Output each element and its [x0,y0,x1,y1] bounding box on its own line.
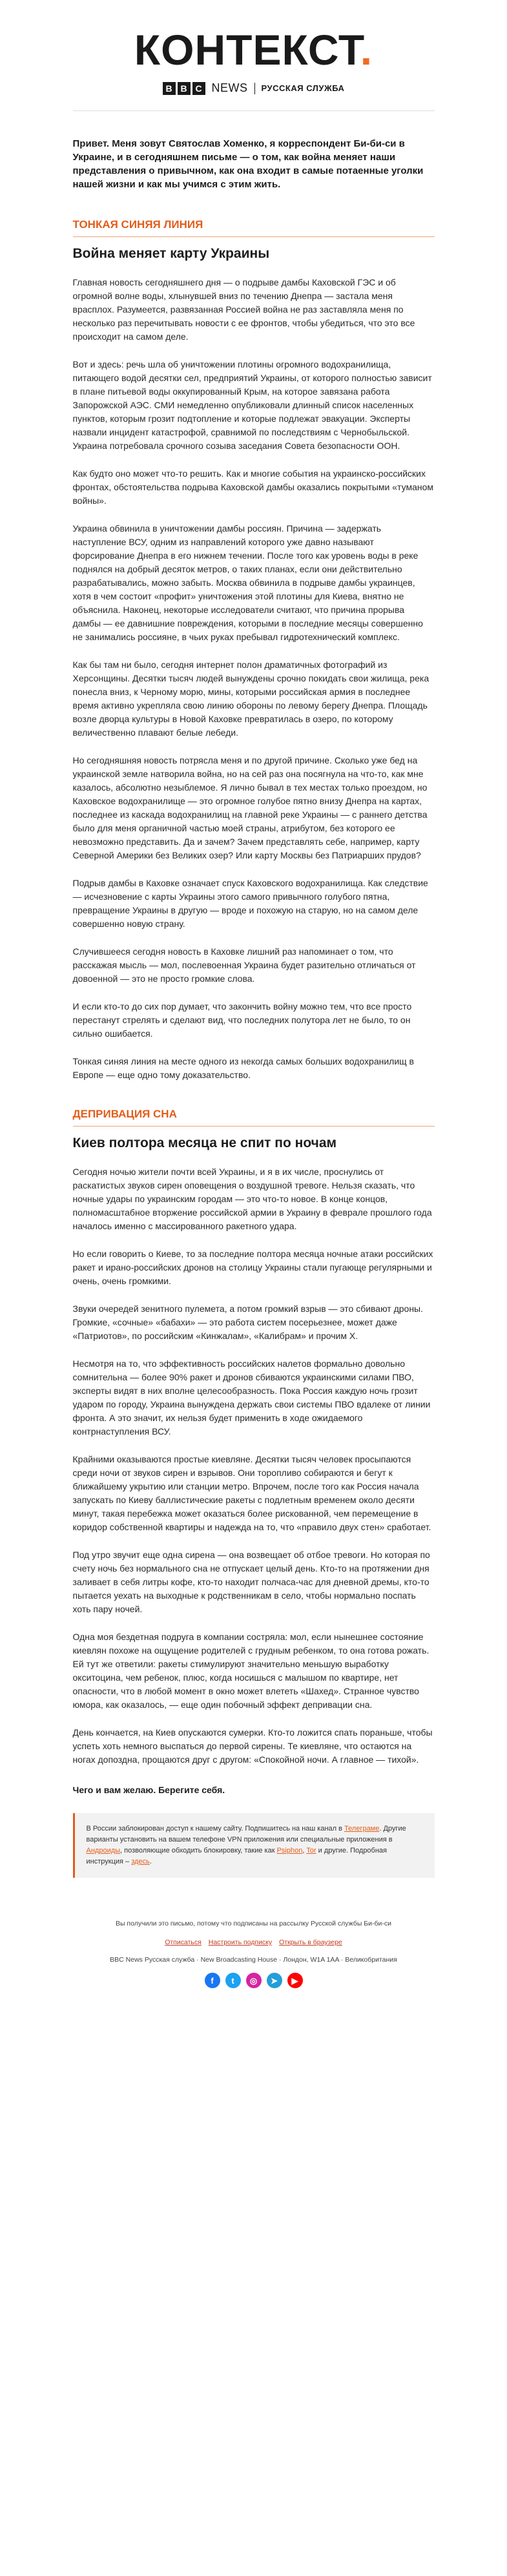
bbc-news-label: NEWS [211,81,248,94]
paragraph: Как будто оно может что-то решить. Как и многие события на украинско-российских фронтах, обстоятельства подрыва Каховской дамбы оказались покрытыми «туманом войны». [72,468,434,506]
paragraph: Но сегодняшняя новость потрясла меня и по другой причине. Сколько уже бед на украинской земле натворила война, но на сей раз она посягнула на что-то, как мне казалось, абсолютно незыблемое. Я лично бывал в тех местах только проездом, но Каховское водохранилище — это огромное голубое пятно внизу Днепра на картах, последнее из каскада водохранилищ на главной реке Украины — с раннего детства было для меня органичной частью моей страны, атрибутом, без которого ее невозможно представить. Да и зачем? Зачем представлять себе, например, карту Северной Америки без Великих озер? Или карту Москвы без Патриарших прудов? [72,755,428,860]
notice-text: и другие. Подробная инструкция – [86,1847,388,1865]
section-headline: Киев полтора месяца не спит по ночам [72,1136,337,1150]
paragraph: Одна моя бездетная подруга в компании состряла: мол, если нынешнее состояние киевлян похоже на ощущение родителей с грудным ребенком, то она готова рожать. Ей тут же ответили: ракеты стимулируют значительно меньшую выработку окситоцина, чем ребенок, плюс, когда носишься с малышом по квартире, нет опасности, что в любой момент в окно может влететь «Шахед». Странное чувство юмора, как оказалось, — еще один побочный эффект депривации сна. [72,1632,429,1710]
bbc-letter: C [192,82,205,95]
footer-links [73,1938,435,1948]
paragraph: Несмотря на то, что эффективность российских налетов формально довольно сомнительна — более 90% ракет и дронов сбиваются украинскими силами ПВО, эксперты видят в них вполне целесообразность. Пока Россия каждую ночь грозит ударом по городу, Украина вынуждена держать свои системы ПВО вдалеке от линии фронта. А это значит, их нельзя будет применить в ходе ожидаемого контрнаступления ВСУ. [72,1358,431,1437]
telegram-icon[interactable]: ➤ [267,1973,282,1988]
youtube-icon[interactable]: ▶ [287,1973,303,1988]
notice-text: . Другие варианты установить на вашем телефоне VPN приложения или специальные приложения в [86,1825,406,1844]
psiphon-link[interactable]: Psiphon [276,1847,303,1854]
paragraph: Под утро звучит еще одна сирена — она возвещает об отбое тревоги. Но которая по счету ночь без нормального сна не отпускает целый день. Кто-то на протяжении дня заливает в себя литры кофе, кто-то находит полчаса-час для дневной дремы, кто-то пытается уехать на выходные к родственникам в село, чтобы нормально поспать хоть пару ночей. [72,1550,430,1614]
blocking-notice [73,1813,435,1878]
section-label: ТОНКАЯ СИНЯЯ ЛИНИЯ [73,218,435,237]
section-headline: Война меняет карту Украины [72,246,270,261]
paragraph: Случившееся сегодня новость в Каховке лишний раз напоминает о том, что расскажая мысль — мол, послевоенная Украина будет разительно отличаться от довоенной — это не просто громкие слова. [72,946,416,984]
manage-subscription-link[interactable]: Настроить подписку [208,1938,273,1946]
telegram-link[interactable]: Телеграме [344,1825,380,1833]
facebook-icon[interactable]: f [205,1973,220,1988]
paragraph: Главная новость сегодняшнего дня — о подрыве дамбы Каховской ГЭС и об огромной волне воды, хлынувшей вниз по течению Днепра — застала меня врасплох. Разумеется, развязанная Россией война не раз заставляла меня по несколько раз перечитывать новости с ее фронтов, чтобы убедиться, что это все происходит на самом деле. [72,277,415,342]
paragraph: Подрыв дамбы в Каховке означает спуск Каховского водохранилища. Как следствие — исчезновение с карты Украины этого самого привычного голубого пятна, превращение Украины в другую — вроде и похожую на старую, но на самом деле совершенно новую страну. [72,878,428,929]
closing-line: Чего и вам желаю. Берегите себя. [72,1785,225,1795]
kontekst-logo[interactable] [134,26,373,74]
instructions-link[interactable]: здесь [131,1858,150,1865]
instagram-icon[interactable]: ◎ [246,1973,262,1988]
paragraph: И если кто-то до сих пор думает, что закончить войну можно тем, что все просто перестанут стрелять и сделают вид, что последних полутора лет не было, то он сильно ошибается. [72,1001,412,1039]
logo-text: КОНТЕКСТ [134,26,360,74]
email-content [73,0,435,1988]
paragraph: Крайними оказываются простые киевляне. Десятки тысяч человек просыпаются среди ночи от звуков сирен и взрывов. Они торопливо собираются и бегут к ближайшему укрытию или станции метро. Впрочем, после того как Россия начала запускать по Киеву баллистические ракеты с подлетным временем около десяти минут, такая перебежка может оказаться более рискованной, чем перемещение в коридор собственной квартиры и надежда на то, что «правило двух стен» сработает. [72,1454,431,1532]
header-divider [73,110,435,111]
bbc-brand-row [73,81,435,95]
twitter-icon[interactable]: t [225,1973,241,1988]
notice-text: , позволяющие обходить блокировку, такие как [120,1847,277,1854]
section-blue-line [73,218,435,1082]
service-name: РУССКАЯ СЛУЖБА [261,83,345,93]
unsubscribe-link[interactable]: Отписаться [165,1938,202,1946]
brand-divider [254,83,255,94]
notice-text: В России заблокирован доступ к нашему сайту. Подпишитесь на наш канал в [86,1825,345,1833]
bbc-letter: B [163,82,176,95]
section-sleep-deprivation [73,1108,435,1767]
paragraph: День кончается, на Киев опускаются сумерки. Кто-то ложится спать пораньше, чтобы успеть хоть немного выспаться до первой сирены. Те киевляне, что остаются на ногах допоздна, прощаются друг с другом: «Спокойной ночи. А главное — тихой». [72,1727,433,1765]
paragraph: Как бы там ни было, сегодня интернет полон драматичных фотографий из Херсонщины. Десятки тысяч людей вынуждены срочно покидать свои жилища, река понесла вниз, к Черному морю, мины, которыми российская армия в последнее время активно укрепляла свою линию обороны по левому берегу Днепра. Площадь возле дворца культуры в Новой Каховке превратилась в озеро, по которому величественно плавают белые лебеди. [72,660,429,738]
intro-text: Привет. Меня зовут Святослав Хоменко, я корреспондент Би-би-си в Украине, и в сегодняшнем письме — о том, как война меняет наши представления о привычном, как она входит в самые потаенные уголки нашей жизни и как мы учимся с этим жить. [72,138,424,190]
paragraph: Тонкая синяя линия на месте одного из некогда самых больших водохранилищ в Европе — еще одно тому доказательство. [72,1056,414,1080]
bbc-letter: B [178,82,191,95]
notice-text: , [302,1847,307,1854]
email-footer [73,1919,435,1988]
paragraph: Вот и здесь: речь шла об уничтожении плотины огромного водохранилища, питающего водой десятки сел, предприятий Украины, от которого полностью зависит в плане питьевой воды оккупированный Крым, на которое завязана работа Запорожской АЭС. СМИ немедленно опубликовали длинный список населенных пунктов, которым грозит подтопление и которые подлежат эвакуации. Эксперты назвали инцидент катастрофой, сравнимой по последствиям с Чернобыльской. Украина потребовала срочного созыва заседания Совета безопасности ООН. [72,359,432,451]
tor-link[interactable]: Tor [306,1847,316,1854]
bbc-logo[interactable] [163,82,205,95]
social-links [73,1973,435,1988]
paragraph: Но если говорить о Киеве, то за последние полтора месяца ночные атаки российских ракет и ирано-российских дронов на столицу Украины стали пугающе регулярными и очень, очень громкими. [72,1249,433,1286]
logo-dot: . [360,26,373,74]
notice-text: . [149,1858,152,1865]
view-in-browser-link[interactable]: Открыть в браузере [279,1938,342,1946]
paragraph: Сегодня ночью жители почти всей Украины, и я в их числе, проснулись от раскатистых звуков сирен оповещения о воздушной тревоге. Нельзя сказать, что ночные удары по украинским городам — это что-то новое. В конце концов, полномасштабное вторжение российской армии в Украину в феврале прошлого года началось именно с массированного ракетного удара. [72,1167,432,1231]
paragraph: Звуки очередей зенитного пулемета, а потом громкий взрыв — это сбивают дроны. Громкие, «сочные» «бабахи» — это работа систем посерьезнее, может даже «Патриотов», по российским «Кинжалам», «Калибрам» и прочим Х. [72,1304,424,1341]
android-link[interactable]: Андроиды [86,1847,121,1854]
subscription-reason: Вы получили это письмо, потому что подписаны на рассылку Русской службы Би-би-си [115,1920,392,1927]
paragraph: Украина обвинила в уничтожении дамбы россиян. Причина — задержать наступление ВСУ, одним из направлений которого уже давно называют форсирование Днепра в его нижнем течении. После того как уровень воды в реке поднялся на добрый десяток метров, о таких планах, если они действительно разрабатывались, можно забыть. Москва обвинила в подрыве дамбы украинцев, хотя в чем состоит «профит» уничтожения этой плотины для Киева, внятно не объяснила. Наконец, некоторые исследователи считают, что причина прорыва дамбы — ее давнишние повреждения, которыми в последние месяцы совершенно не занимались россияне, в чьих руках пребывал гидротехнический комплекс. [72,523,423,642]
postal-address: BBC News Русская служба · New Broadcasting House · Лондон, W1A 1AA · Великобритания [110,1956,397,1964]
masthead [73,0,435,111]
section-label: ДЕПРИВАЦИЯ СНА [73,1108,435,1127]
